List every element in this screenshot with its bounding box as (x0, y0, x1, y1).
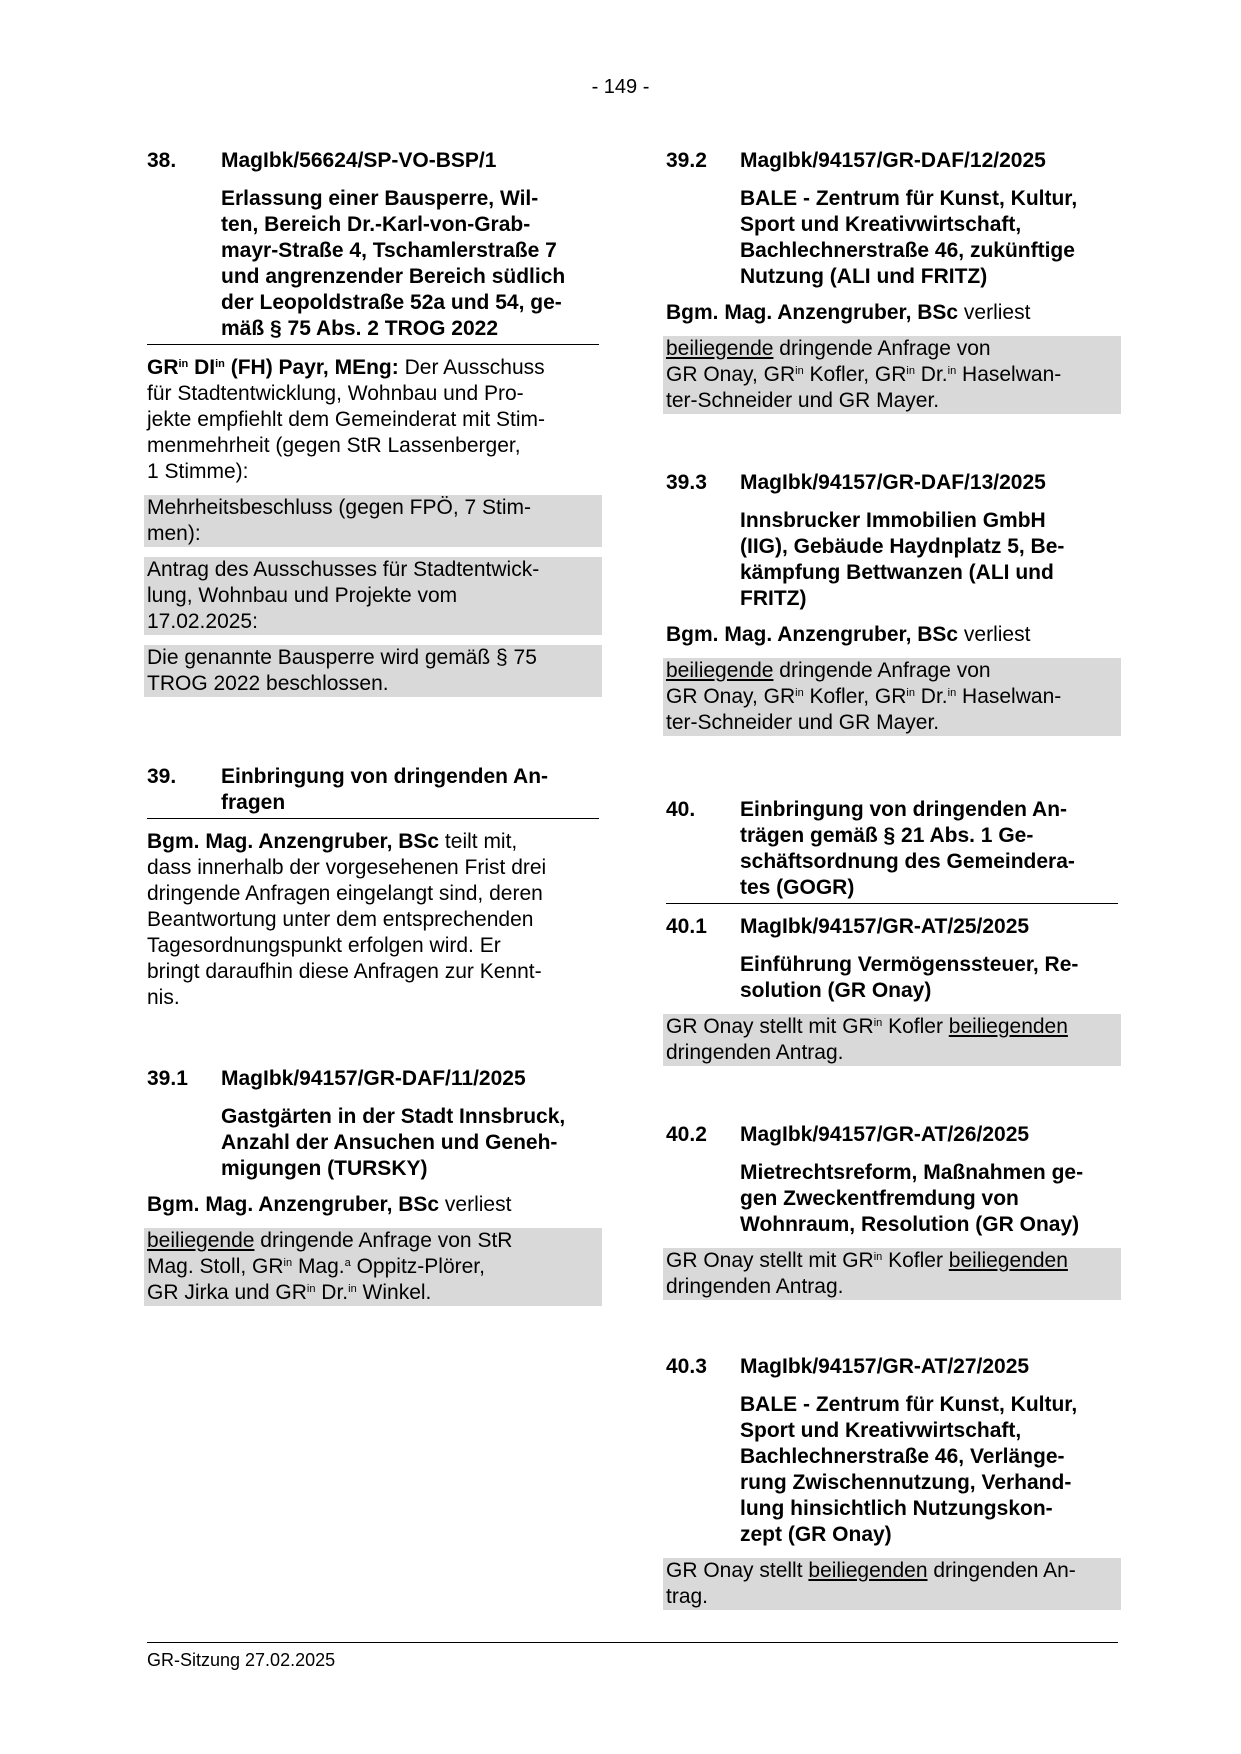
motion-box: GR Onay stellt beiliegenden dringenden An- trag. (663, 1558, 1121, 1610)
mayor-statement: Bgm. Mag. Anzengruber, BSc teilt mit, dass innerhalb der vorgesehenen Frist drei dringende Anfragen eingelangt sind, deren Beantwortung unter dem entsprechenden Tagesordnungspunkt erfolgen wird. Er bringt daraufhin diese Anfragen zur Kennt- nis. (147, 830, 547, 1009)
item-40 (666, 797, 1118, 904)
title-line: Erlassung einer Bausperre, Wil- (221, 187, 539, 210)
item-38-title (147, 186, 599, 345)
attachment-link[interactable]: beiliegenden (948, 1249, 1068, 1272)
item-39-2-title: BALE - Zentrum für Kunst, Kultur, Sport und Kreativwirtschaft, Bachlechnerstraße 46, zukünftige Nutzung (ALI und FRITZ) (740, 187, 1078, 288)
item-39-header: 39. Einbringung von dringenden An- fragen (147, 764, 599, 819)
speaker-name: Bgm. Mag. Anzengruber, BSc (147, 830, 440, 853)
attachment-link[interactable]: beiliegende (666, 659, 774, 682)
title-line: und angrenzender Bereich südlich (221, 265, 566, 288)
attachment-link[interactable]: beiliegenden (948, 1015, 1068, 1038)
decision-box: Die genannte Bausperre wird gemäß § 75 TROG 2022 beschlossen. (144, 645, 602, 697)
motion-box: GR Onay stellt mit $GR^{in}$ Kofler beiliegenden dringenden Antrag. (663, 1248, 1121, 1300)
item-number: 39. (147, 765, 177, 788)
page-number: - 149 - (591, 76, 650, 98)
item-39-2: 39.2 MagIbk/94157/GR-DAF/12/2025 BALE - Zentrum für Kunst, Kultur, Sport und Kreativwirtschaft, Bachlechnerstraße 46, zukünftige Nutzung (ALI und FRITZ) Bgm. Mag. Anzengruber, BSc verliest beiliegende dringende Anfrage von GR Onay, $GR^{in}$ Kofler, $GR^{in}$ Dr.$^{in}$ Haselwan- ter-Schneider und GR Mayer. (666, 148, 1118, 414)
item-40-1-title: Einführung Vermögenssteuer, Re- solution (GR Onay) (740, 953, 1079, 1002)
inquiry-box: beiliegende dringende Anfrage von GR Onay, $GR^{in}$ Kofler, $GR^{in}$ Dr.$^{in}$ Haselwan- ter-Schneider und GR Mayer. (663, 336, 1121, 414)
item-40-header: 40. Einbringung von dringenden An- trägen gemäß § 21 Abs. 1 Ge- schäftsordnung des Gemeindera- tes (GOGR) (666, 797, 1118, 904)
item-40-1: 40.1 MagIbk/94157/GR-AT/25/2025 Einführung Vermögenssteuer, Re- solution (GR Onay) GR Onay stellt mit $GR^{in}$ Kofler beiliegenden dringenden Antrag. (666, 914, 1118, 1066)
item-40-2: 40.2 MagIbk/94157/GR-AT/26/2025 Mietrechtsreform, Maßnahmen ge- gen Zweckentfremdung von Wohnraum, Resolution (GR Onay) GR Onay stellt mit $GR^{in}$ Kofler beiliegenden dringenden Antrag. (666, 1122, 1118, 1300)
speaker-name: $GR^{in}$ $DI^{in}$ (FH) Payr, MEng: (147, 356, 399, 379)
committee-statement: $GR^{in}$ $DI^{in}$ (FH) Payr, MEng: Der Ausschuss für Stadtentwicklung, Wohnbau und Pro- jekte empfiehlt dem Gemeinderat mit Stim- menmehrheit (gegen StR Lassenberger, 1 Stimme): (147, 356, 545, 483)
inquiry-box: beiliegende dringende Anfrage von GR Onay, $GR^{in}$ Kofler, $GR^{in}$ Dr.$^{in}$ Haselwan- ter-Schneider und GR Mayer. (663, 658, 1121, 736)
title-line: mayr-Straße 4, Tschamlerstraße 7 (221, 239, 557, 262)
title-line: der Leopoldstraße 52a und 54, ge- (221, 291, 562, 314)
item-40-3: 40.3 MagIbk/94157/GR-AT/27/2025 BALE - Zentrum für Kunst, Kultur, Sport und Kreativwirtschaft, Bachlechnerstraße 46, Verlänge- rung Zwischennutzung, Verhand- lung hinsichtlich Nutzungskon- zept (GR Onay) GR Onay stellt beiliegenden dringenden An- trag. (666, 1354, 1118, 1610)
page-footer: GR-Sitzung 27.02.2025 (147, 1642, 1118, 1671)
speaker-name: Bgm. Mag. Anzengruber, BSc (666, 301, 959, 324)
item-39-1-header: 39.1 MagIbk/94157/GR-DAF/11/2025 (147, 1067, 526, 1090)
speaker-name: Bgm. Mag. Anzengruber, BSc (666, 623, 959, 646)
attachment-link[interactable]: beiliegenden (808, 1559, 928, 1582)
resolution-box: Mehrheitsbeschluss (gegen FPÖ, 7 Stim- men): (144, 495, 602, 547)
motion-box: Antrag des Ausschusses für Stadtentwick- lung, Wohnbau und Projekte vom 17.02.2025: (144, 557, 602, 635)
item-40-3-title: BALE - Zentrum für Kunst, Kultur, Sport und Kreativwirtschaft, Bachlechnerstraße 46, Verlänge- rung Zwischennutzung, Verhand- lung hinsichtlich Nutzungskon- zept (GR Onay) (740, 1393, 1078, 1546)
item-40-2-title: Mietrechtsreform, Maßnahmen ge- gen Zweckentfremdung von Wohnraum, Resolution (GR Onay) (740, 1161, 1084, 1236)
item-39-1-title: Gastgärten in der Stadt Innsbruck, Anzahl der Ansuchen und Geneh- migungen (TURSKY) (221, 1105, 566, 1180)
attachment-link[interactable]: beiliegende (666, 337, 774, 360)
item-39-3: 39.3 MagIbk/94157/GR-DAF/13/2025 Innsbrucker Immobilien GmbH (IIG), Gebäude Haydnplatz 5, Be- kämpfung Bettwanzen (ALI und FRITZ) Bgm. Mag. Anzengruber, BSc verliest beiliegende dringende Anfrage von GR Onay, $GR^{in}$ Kofler, $GR^{in}$ Dr.$^{in}$ Haselwan- ter-Schneider und GR Mayer. (666, 470, 1118, 736)
title-line: mäß § 75 Abs. 2 TROG 2022 (221, 317, 499, 340)
item-39-3-title: Innsbrucker Immobilien GmbH (IIG), Gebäude Haydnplatz 5, Be- kämpfung Bettwanzen (ALI und FRITZ) (740, 509, 1065, 610)
motion-box: GR Onay stellt mit $GR^{in}$ Kofler beiliegenden dringenden Antrag. (663, 1014, 1121, 1066)
item-39-1: 39.1 MagIbk/94157/GR-DAF/11/2025 Gastgärten in der Stadt Innsbruck, Anzahl der Ansuchen und Geneh- migungen (TURSKY) Bgm. Mag. Anzengruber, BSc verliest beiliegende dringende Anfrage von StR Mag. Stoll, $GR^{in}$ Mag.$^a$ Oppitz-Plörer, GR Jirka und $GR^{in}$ Dr.$^{in}$ Winkel. (147, 1066, 599, 1306)
item-38-header (147, 148, 599, 174)
item-number: 38. (147, 149, 177, 172)
inquiry-box: beiliegende dringende Anfrage von StR Mag. Stoll, $GR^{in}$ Mag.$^a$ Oppitz-Plörer, GR Jirka und $GR^{in}$ Dr.$^{in}$ Winkel. (144, 1228, 602, 1306)
file-code: MagIbk/56624/SP-VO-BSP/1 (221, 149, 497, 172)
speaker-name: Bgm. Mag. Anzengruber, BSc (147, 1193, 440, 1216)
item-38 (147, 148, 599, 697)
title-line: ten, Bereich Dr.-Karl-von-Grab- (221, 213, 531, 236)
item-39 (147, 764, 599, 1011)
attachment-link[interactable]: beiliegende (147, 1229, 255, 1252)
